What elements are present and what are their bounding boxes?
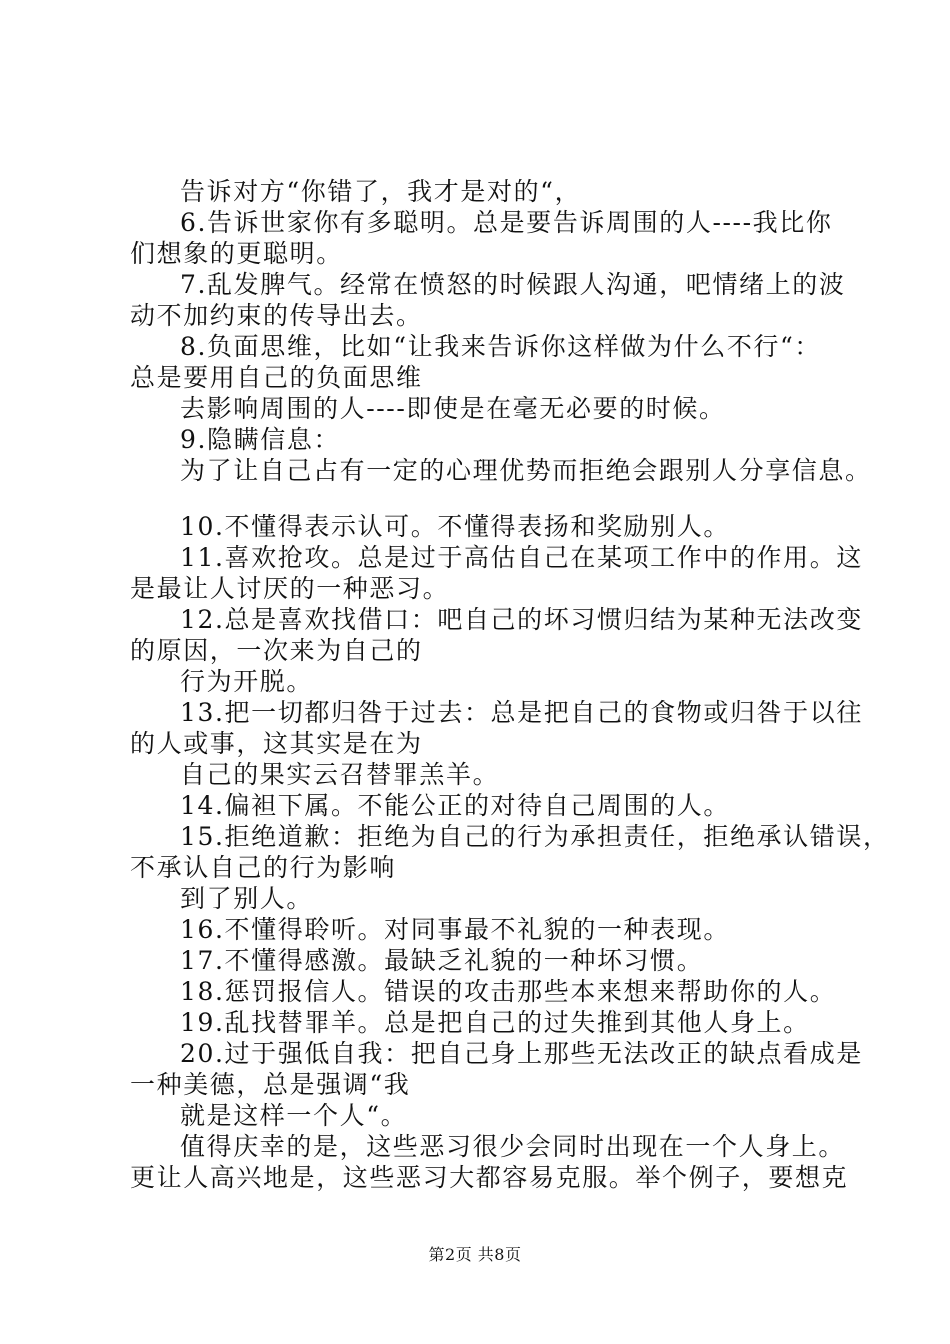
text-line: 是最让人讨厌的一种恶习。 xyxy=(130,574,450,603)
text-line: 6.告诉世家你有多聪明。总是要告诉周围的人----我比你 xyxy=(180,208,833,237)
page-footer: 第2页 共8页 xyxy=(428,1245,522,1264)
text-line: 17.不懂得感激。最缺乏礼貌的一种坏习惯。 xyxy=(180,946,704,975)
text-line: 到了别人。 xyxy=(180,884,314,913)
text-line: 13.把一切都归咎于过去：总是把自己的食物或归咎于以往 xyxy=(180,698,863,727)
text-line: 8.负面思维，比如“让我来告诉你这样做为什么不行“： xyxy=(180,332,822,361)
text-line: 18.惩罚报信人。错误的攻击那些本来想来帮助你的人。 xyxy=(180,977,837,1006)
text-line: 15.拒绝道歉：拒绝为自己的行为承担责任，拒绝承认错误， xyxy=(180,822,890,851)
text-line: 就是这样一个人“。 xyxy=(180,1101,408,1130)
text-line: 10.不懂得表示认可。不懂得表扬和奖励别人。 xyxy=(180,512,730,541)
text-line: 的原因，一次来为自己的 xyxy=(130,636,423,665)
text-line: 不承认自己的行为影响 xyxy=(130,853,397,882)
text-line: 7.乱发脾气。经常在愤怒的时候跟人沟通，吧情绪上的波 xyxy=(180,270,846,299)
text-line: 20.过于强低自我：把自己身上那些无法改正的缺点看成是 xyxy=(180,1039,863,1068)
text-line: 的人或事，这其实是在为 xyxy=(130,729,423,758)
text-line: 9.隐瞒信息： xyxy=(180,425,341,454)
text-line: 一种美德，总是强调“我 xyxy=(130,1070,411,1099)
text-line: 11.喜欢抢攻。总是过于高估自己在某项工作中的作用。这 xyxy=(180,543,863,572)
text-line: 去影响周围的人----即使是在毫无必要的时候。 xyxy=(180,394,726,423)
text-line: 动不加约束的传导出去。 xyxy=(130,301,423,330)
text-line: 16.不懂得聆听。对同事最不礼貌的一种表现。 xyxy=(180,915,730,944)
text-line: 为了让自己占有一定的心理优势而拒绝会跟别人分享信息。 xyxy=(180,456,872,485)
text-line: 12.总是喜欢找借口：吧自己的坏习惯归结为某种无法改变 xyxy=(180,605,863,634)
text-line: 19.乱找替罪羊。总是把自己的过失推到其他人身上。 xyxy=(180,1008,810,1037)
text-line: 更让人高兴地是，这些恶习大都容易克服。举个例子，要想克 xyxy=(130,1163,849,1192)
text-line: 们想象的更聪明。 xyxy=(130,239,343,268)
text-line: 告诉对方“你错了，我才是对的“， xyxy=(180,177,582,206)
text-line: 总是要用自己的负面思维 xyxy=(130,363,423,392)
text-line: 值得庆幸的是，这些恶习很少会同时出现在一个人身上。 xyxy=(180,1132,846,1161)
text-line: 14.偏袒下属。不能公正的对待自己周围的人。 xyxy=(180,791,730,820)
text-line: 行为开脱。 xyxy=(180,667,314,696)
text-line: 自己的果实云召替罪羔羊。 xyxy=(180,760,500,789)
